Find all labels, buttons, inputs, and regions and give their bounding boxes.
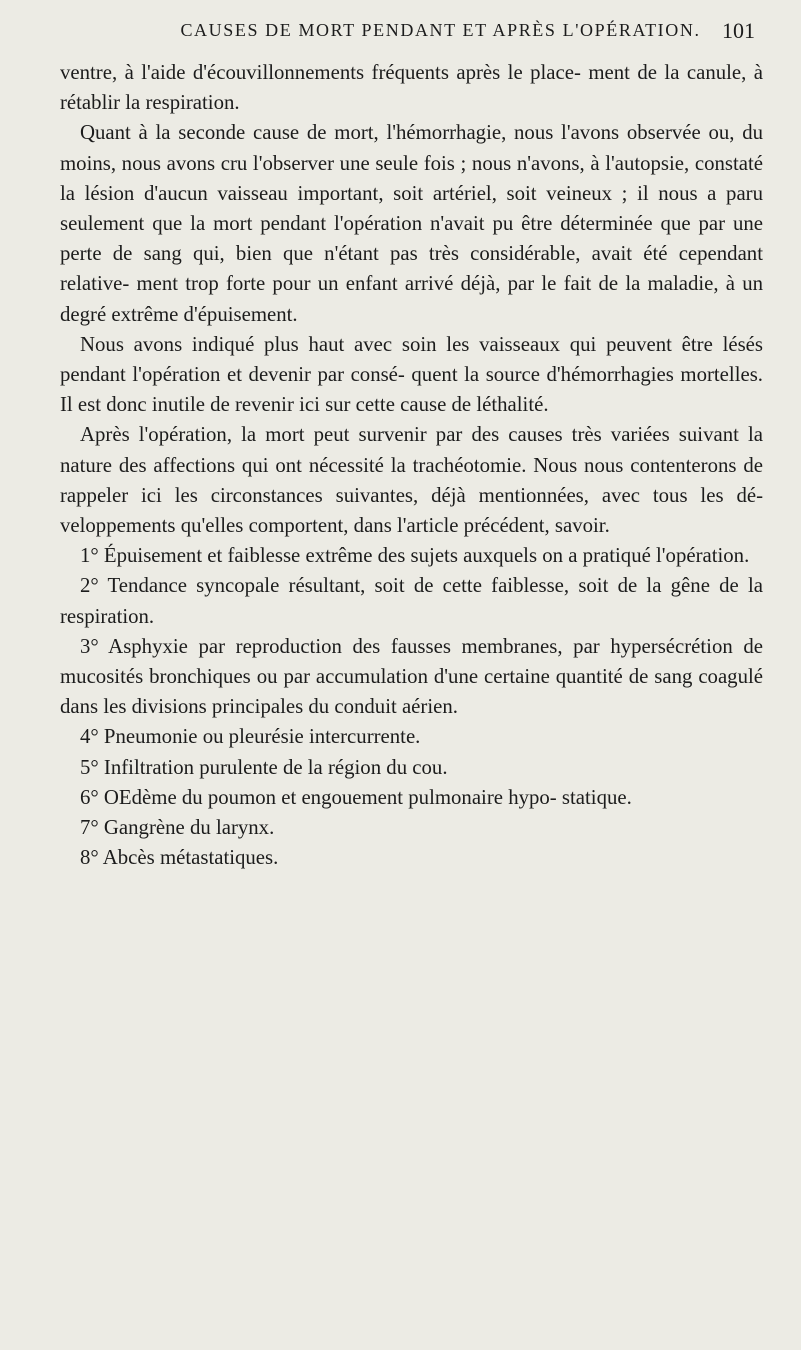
list-item: 6° OEdème du poumon et engouement pulmonaire hypo- statique. <box>80 785 632 809</box>
list-item: 8° Abcès métastatiques. <box>80 846 279 870</box>
paragraph-continuation: ventre, à l'aide d'écouvillonnements fréquents après le place- ment de la canule, à rétablir la respiration. <box>60 61 763 115</box>
paragraph-after-operation: Après l'opération, la mort peut survenir par des causes très variées suivant la nature des affections qui ont nécessité la trachéotomie. Nous nous contenterons de rappeler ici les circonstances suivantes, déjà mentionnées, avec tous les dé- veloppements qu'elles comportent, dans l'article précédent, savoir. <box>60 423 763 538</box>
page-number: 101 <box>722 18 755 43</box>
list-item: 5° Infiltration purulente de la région du cou. <box>80 755 448 779</box>
page-body <box>60 58 763 873</box>
list-item: 3° Asphyxie par reproduction des fausses membranes, par hypersécrétion de mucosités bronchiques ou par accumulation d'une certaine quantité de sang coagulé dans les divisions principales du conduit aérien. <box>60 634 763 719</box>
list-item: 2° Tendance syncopale résultant, soit de cette faiblesse, soit de la gêne de la respiration. <box>60 574 763 628</box>
paragraph-hemorrhage: Quant à la seconde cause de mort, l'hémorrhagie, nous l'avons observée ou, du moins, nous avons cru l'observer une seule fois ; nous n'avons, à l'autopsie, constaté la lésion d'aucun vaisseau important, soit artériel, soit veineux ; il nous a paru seulement que la mort pendant l'opération n'avait pu être déterminée que par une perte de sang qui, bien que n'étant pas très considérable, avait été cependant relative- ment trop forte pour un enfant arrivé déjà, par le fait de la maladie, à un degré extrême d'épuisement. <box>60 121 763 326</box>
paragraph-vessels: Nous avons indiqué plus haut avec soin les vaisseaux qui peuvent être lésés pendant l'opération et devenir par consé- quent la source d'hémorrhagies mortelles. Il est donc inutile de revenir ici sur cette cause de léthalité. <box>60 332 763 417</box>
causes-list <box>60 541 763 873</box>
running-title: CAUSES DE MORT PENDANT ET APRÈS L'OPÉRATION. <box>180 20 701 40</box>
running-head <box>60 20 763 50</box>
list-item: 4° Pneumonie ou pleurésie intercurrente. <box>80 725 421 749</box>
list-item: 7° Gangrène du larynx. <box>80 816 275 840</box>
list-item: 1° Épuisement et faiblesse extrême des sujets auxquels on a pratiqué l'opération. <box>80 544 750 568</box>
